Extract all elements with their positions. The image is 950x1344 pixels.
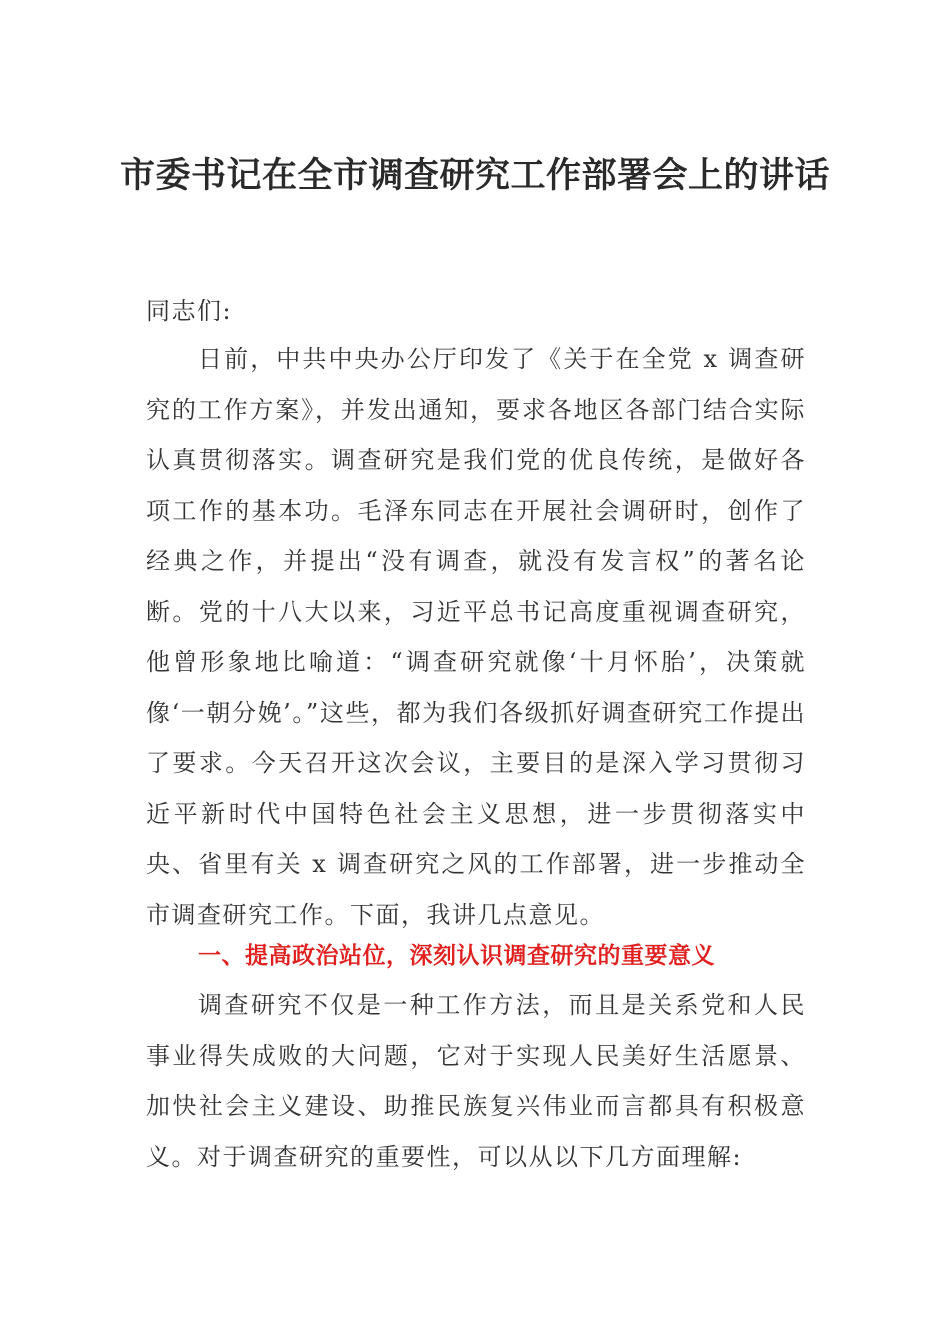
paragraph-section-1: 调查研究不仅是一种工作方法，而且是关系党和人民事业得失成败的大问题，它对于实现人民美好生活愿景、加快社会主义建设、助推民族复兴伟业而言都具有积极意义。对于调查研究的重要性，可以从以下几方面理解: [146, 991, 806, 1171]
document-title: 市委书记在全市调查研究工作部署会上的讲话 [120, 155, 831, 196]
section-heading-1: 一、提高政治站位，深刻认识调查研究的重要意义 [198, 943, 715, 969]
paragraph-intro: 日前，中共中央办公厅印发了《关于在全党 x 调查研究的工作方案》，并发出通知，要求各地区各部门结合实际认真贯彻落实。调查研究是我们党的优良传统，是做好各项工作的基本功。毛泽东同志在开展社会调研时，创作了经典之作，并提出“没有调查，就没有发言权”的著名论断。党的十八大以来，习近平总书记高度重视调查研究，他曾形象地比喻道：“调查研究就像‘十月怀胎’，决策就像‘一朝分娩’。”这些，都为我们各级抓好调查研究工作提出了要求。今天召开这次会议，主要目的是深入学习贯彻习近平新时代中国特色社会主义思想，进一步贯彻落实中央、省里有关 x 调查研究之风的工作部署，进一步推动全市调查研究工作。下面，我讲几点意见。 [146, 345, 806, 929]
salutation: 同志们: [146, 297, 233, 325]
